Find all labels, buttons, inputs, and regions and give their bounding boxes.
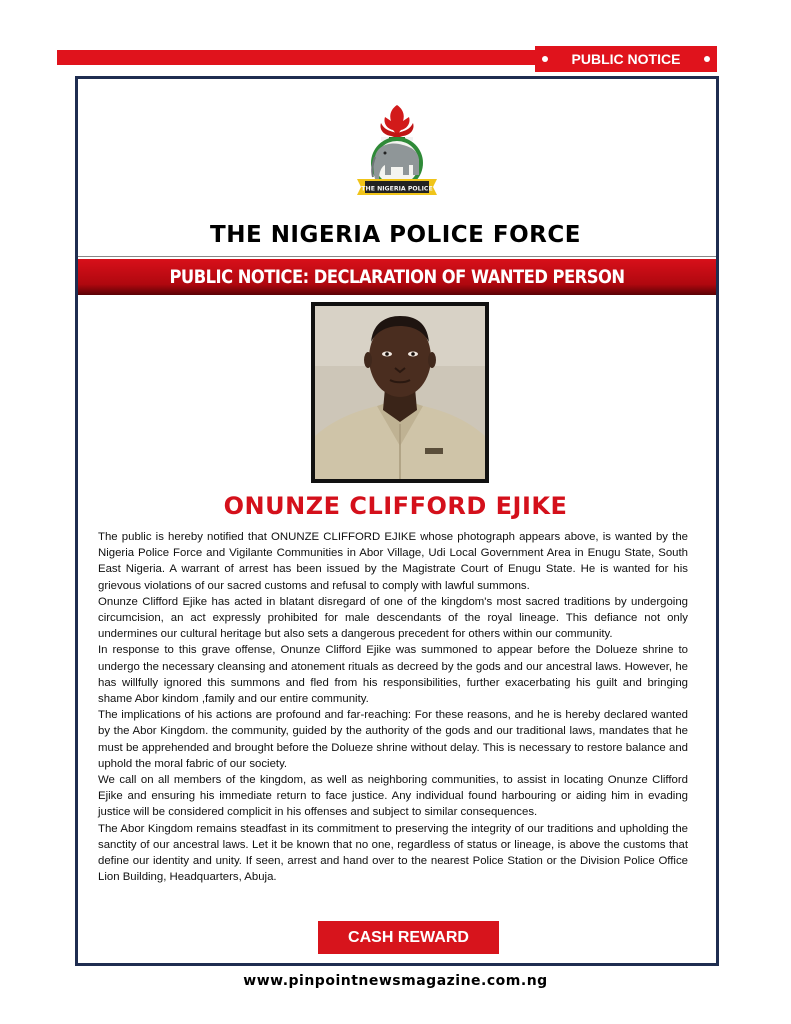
notice-paragraph: The Abor Kingdom remains steadfast in its commitment to preserving the integrity of our traditions and upholding the sanctity of our ancestral laws. Let it be known that no one, regardless of status or lineage, is above the customs that define our identity and unity. If seen, arrest and hand over to the nearest Police Station or the Division Police Office Lion Building, Headquarters, Abuja. (98, 822, 688, 884)
cash-reward-button[interactable]: CASH REWARD (318, 921, 499, 954)
page-title: THE NIGERIA POLICE FORCE (210, 222, 581, 248)
wanted-person-name: ONUNZE CLIFFORD EJIKE (223, 492, 568, 520)
banner-title: PUBLIC NOTICE: DECLARATION OF WANTED PERSON (169, 266, 625, 288)
public-notice-tab-label: PUBLIC NOTICE (571, 51, 681, 67)
notice-paragraph: In response to this grave offense, Onunze Clifford Ejike was summoned to appear before the Dolueze shrine to undergo the necessary cleansing and atonement rituals as decreed by the gods and our ancestral laws. However, he has willfully ignored this summons and fled from his responsibilities, further exacerbating his guilt and bringing shame Abor kindom ,family and our entire community. (98, 644, 688, 706)
notice-paragraph: We call on all members of the kingdom, as well as neighboring communities, to assist in locating Onunze Clifford Ejike and ensuring his immediate return to face justice. Any individual found harbouring or aiding him in evading justice will be considered complicit in his offenses and subject to similar consequences. (98, 774, 688, 819)
notice-paragraph: The public is hereby notified that ONUNZE CLIFFORD EJIKE whose photograph appears above, is wanted by the Nigeria Police Force and Vigilante Communities in Abor Village, Udi Local Government Area in Enugu State, South East Nigeria. A warrant of arrest has been issued by the Magistrate Court of Enugu State. He is wanted for his grievous violations of our sacred customs and refusal to comply with lawful summons. (98, 531, 688, 592)
portrait-image (315, 306, 485, 479)
nigeria-police-crest-icon (351, 103, 443, 205)
crest-ribbon-text: THE NIGERIA POLICE (361, 185, 433, 193)
notice-paragraph: Onunze Clifford Ejike has acted in blatant disregard of one of the kingdom's most sacred traditions by undergoing circumcision, an act expressly prohibited for male descendants of the royal lineage. This defiance not only undermines our cultural heritage but also sets a dangerous precedent for others within our community. (98, 595, 688, 641)
bullet-dot-left (542, 56, 548, 62)
website-url[interactable]: www.pinpointnewsmagazine.com.ng (243, 973, 548, 989)
notice-paragraph: The implications of his actions are profound and far-reaching: For these reasons, and he is hereby declared wanted by the Abor Kingdom. the community, guided by the authority of the gods and our traditional laws, mandates that he must be apprehended and brought before the Dolueze shrine without delay. This is necessary to restore balance and uphold the moral fabric of our society. (98, 709, 688, 770)
bullet-dot-right (704, 56, 710, 62)
notice-banner (78, 259, 716, 295)
title-divider (78, 256, 716, 257)
public-notice-tab (535, 46, 717, 72)
wanted-person-photo (311, 302, 489, 483)
notice-body (98, 529, 688, 885)
